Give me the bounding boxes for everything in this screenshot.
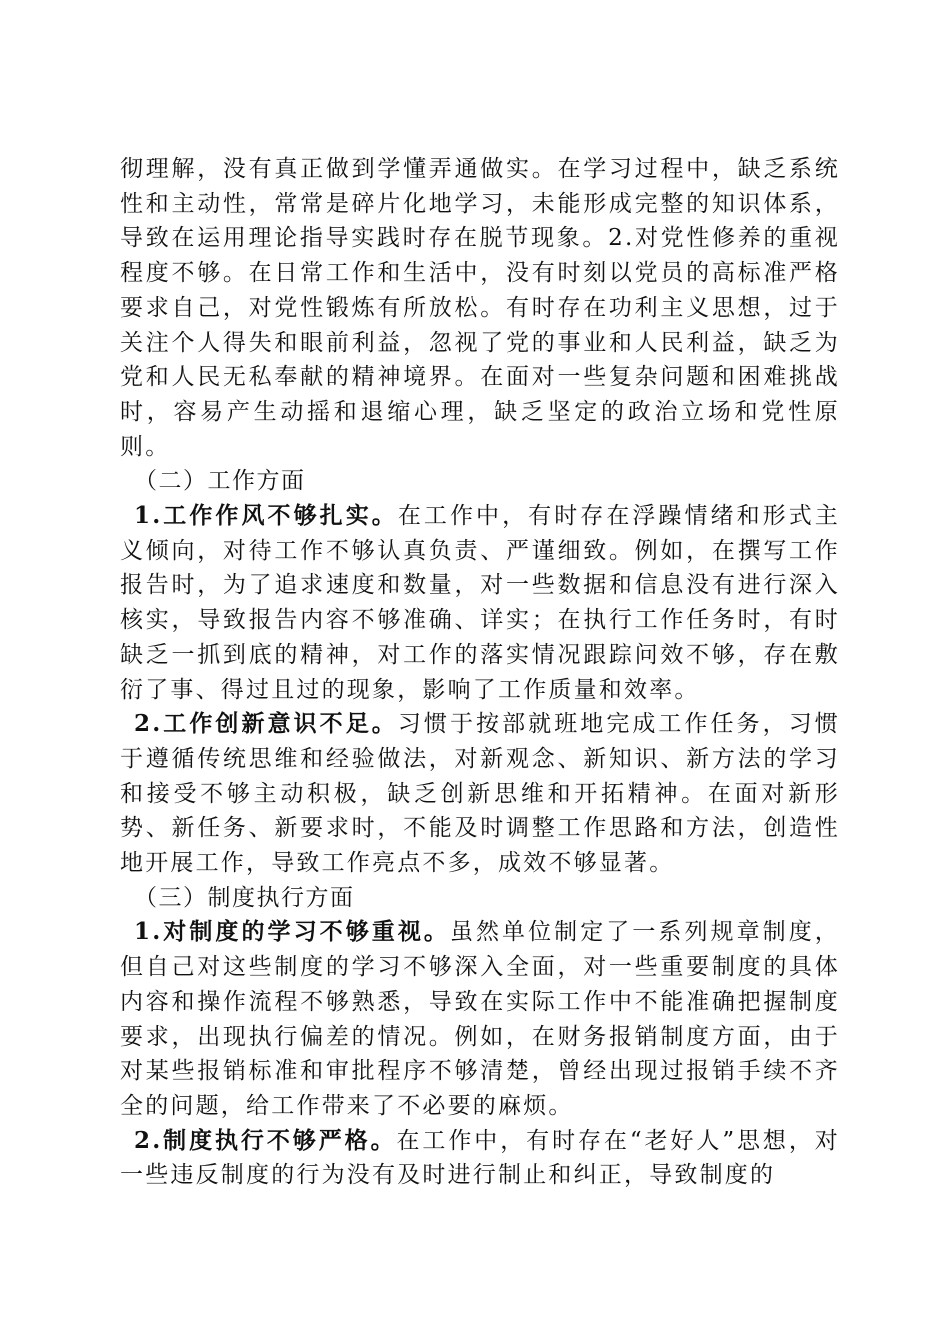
system-item-2 <box>120 1124 840 1193</box>
system-item-1-lead: 1.对制度的学习不够重视。 <box>134 918 450 946</box>
system-item-1-body: 虽然单位制定了一系列规章制度，但自己对这些制度的学习不够深入全面，对一些重要制度的具体内容和操作流程不够熟悉，导致在实际工作中不能准确把握制度要求，出现执行偏差的情况。例如，在财务报销制度方面，由于对某些报销标准和审批程序不够清楚，曾经出现过报销手续不齐全的问题，给工作带来了不必要的麻烦。 <box>120 919 840 1119</box>
section-heading-system: （三）制度执行方面 <box>134 884 355 911</box>
work-item-2 <box>120 707 840 881</box>
system-item-2-lead: 2.制度执行不够严格。 <box>134 1126 397 1154</box>
work-item-1 <box>120 499 840 707</box>
system-item-1 <box>120 915 840 1123</box>
system-item-2-body: 在工作中，有时存在“老好人”思想，对一些违反制度的行为没有及时进行制止和纠正，导致制度的 <box>120 1127 840 1189</box>
intro-paragraph: 彻理解，没有真正做到学懂弄通做实。在学习过程中，缺乏系统性和主动性，常常是碎片化地学习，未能形成完整的知识体系，导致在运用理论指导实践时存在脱节现象。2.对党性修养的重视程度不够。在日常工作和生活中，没有时刻以党员的高标准严格要求自己，对党性锻炼有所放松。有时存在功利主义思想，过于关注个人得失和眼前利益，忽视了党的事业和人民利益，缺乏为党和人民无私奉献的精神境界。在面对一些复杂问题和困难挑战时，容易产生动摇和退缩心理，缺乏坚定的政治立场和党性原则。 <box>120 156 840 460</box>
work-item-1-body: 在工作中，有时存在浮躁情绪和形式主义倾向，对待工作不够认真负责、严谨细致。例如，在撰写工作报告时，为了追求速度和数量，对一些数据和信息没有进行深入核实，导致报告内容不够准确、详实；在执行工作任务时，有时缺乏一抓到底的精神，对工作的落实情况跟踪问效不够，存在敷衍了事、得过且过的现象，影响了工作质量和效率。 <box>120 503 840 703</box>
document-body <box>120 152 840 1193</box>
work-item-2-lead: 2.工作创新意识不足。 <box>134 710 398 738</box>
work-item-2-body: 习惯于按部就班地完成工作任务，习惯于遵循传统思维和经验做法，对新观念、新知识、新方法的学习和接受不够主动积极，缺乏创新思维和开拓精神。在面对新形势、新任务、新要求时，不能及时调整工作思路和方法，创造性地开展工作，导致工作亮点不多，成效不够显著。 <box>120 711 840 877</box>
section-heading-work: （二）工作方面 <box>134 468 306 495</box>
work-item-1-lead: 1.工作作风不够扎实。 <box>134 502 398 530</box>
